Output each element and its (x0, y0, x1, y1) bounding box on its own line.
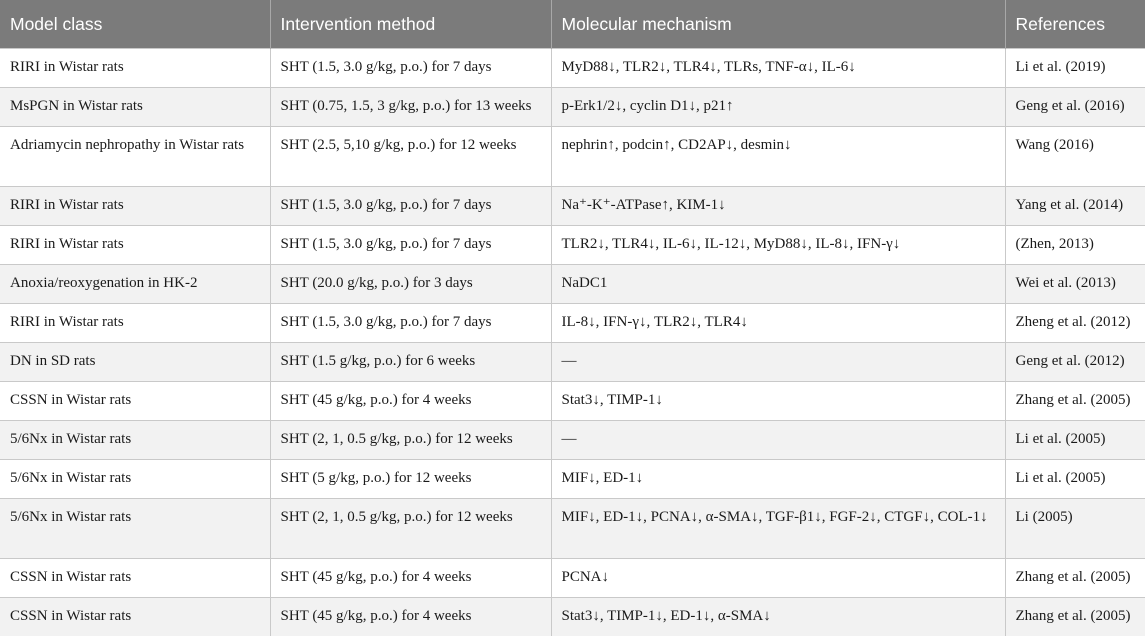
model-cell: CSSN in Wistar rats (0, 598, 270, 636)
table-row (0, 88, 1145, 127)
intervention-cell: SHT (2.5, 5,10 g/kg, p.o.) for 12 weeks (270, 127, 551, 187)
mechanism-cell: — (551, 421, 1005, 460)
table-row (0, 49, 1145, 88)
table-row (0, 226, 1145, 265)
table-row (0, 421, 1145, 460)
intervention-cell: SHT (45 g/kg, p.o.) for 4 weeks (270, 559, 551, 598)
reference-cell: Zhang et al. (2005) (1005, 598, 1145, 636)
intervention-cell: SHT (1.5, 3.0 g/kg, p.o.) for 7 days (270, 49, 551, 88)
model-cell: DN in SD rats (0, 343, 270, 382)
mechanism-cell: NaDC1 (551, 265, 1005, 304)
model-cell: Anoxia/reoxygenation in HK-2 (0, 265, 270, 304)
mechanism-cell: p-Erk1/2↓, cyclin D1↓, p21↑ (551, 88, 1005, 127)
intervention-cell: SHT (1.5 g/kg, p.o.) for 6 weeks (270, 343, 551, 382)
reference-cell: Li et al. (2019) (1005, 49, 1145, 88)
reference-cell: Yang et al. (2014) (1005, 187, 1145, 226)
table-row (0, 598, 1145, 636)
model-cell: CSSN in Wistar rats (0, 559, 270, 598)
intervention-cell: SHT (2, 1, 0.5 g/kg, p.o.) for 12 weeks (270, 421, 551, 460)
mechanism-cell: TLR2↓, TLR4↓, IL-6↓, IL-12↓, MyD88↓, IL-8↓, IFN-γ↓ (551, 226, 1005, 265)
mechanism-cell: Na⁺-K⁺-ATPase↑, KIM-1↓ (551, 187, 1005, 226)
table-row (0, 304, 1145, 343)
reference-cell: Li et al. (2005) (1005, 460, 1145, 499)
model-cell: MsPGN in Wistar rats (0, 88, 270, 127)
table-row (0, 127, 1145, 187)
reference-cell: Zhang et al. (2005) (1005, 382, 1145, 421)
model-cell: 5/6Nx in Wistar rats (0, 499, 270, 559)
table-row (0, 382, 1145, 421)
model-cell: Adriamycin nephropathy in Wistar rats (0, 127, 270, 187)
reference-cell: (Zhen, 2013) (1005, 226, 1145, 265)
header-row (0, 0, 1145, 49)
table-row (0, 460, 1145, 499)
mechanism-cell: Stat3↓, TIMP-1↓, ED-1↓, α-SMA↓ (551, 598, 1005, 636)
model-cell: CSSN in Wistar rats (0, 382, 270, 421)
reference-cell: Wei et al. (2013) (1005, 265, 1145, 304)
reference-cell: Li et al. (2005) (1005, 421, 1145, 460)
intervention-cell: SHT (5 g/kg, p.o.) for 12 weeks (270, 460, 551, 499)
intervention-cell: SHT (45 g/kg, p.o.) for 4 weeks (270, 598, 551, 636)
intervention-cell: SHT (45 g/kg, p.o.) for 4 weeks (270, 382, 551, 421)
intervention-cell: SHT (1.5, 3.0 g/kg, p.o.) for 7 days (270, 187, 551, 226)
intervention-cell: SHT (0.75, 1.5, 3 g/kg, p.o.) for 13 weeks (270, 88, 551, 127)
intervention-cell: SHT (2, 1, 0.5 g/kg, p.o.) for 12 weeks (270, 499, 551, 559)
reference-cell: Geng et al. (2012) (1005, 343, 1145, 382)
intervention-cell: SHT (20.0 g/kg, p.o.) for 3 days (270, 265, 551, 304)
model-cell: RIRI in Wistar rats (0, 226, 270, 265)
header-molecular-mechanism: Molecular mechanism (551, 0, 1005, 49)
intervention-cell: SHT (1.5, 3.0 g/kg, p.o.) for 7 days (270, 304, 551, 343)
reference-cell: Zhang et al. (2005) (1005, 559, 1145, 598)
reference-cell: Li (2005) (1005, 499, 1145, 559)
table-row (0, 343, 1145, 382)
header-intervention-method: Intervention method (270, 0, 551, 49)
mechanism-cell: MIF↓, ED-1↓ (551, 460, 1005, 499)
mechanism-cell: MyD88↓, TLR2↓, TLR4↓, TLRs, TNF-α↓, IL-6↓ (551, 49, 1005, 88)
mechanism-cell: — (551, 343, 1005, 382)
intervention-cell: SHT (1.5, 3.0 g/kg, p.o.) for 7 days (270, 226, 551, 265)
model-cell: RIRI in Wistar rats (0, 187, 270, 226)
reference-cell: Geng et al. (2016) (1005, 88, 1145, 127)
mechanism-cell: nephrin↑, podcin↑, CD2AP↓, desmin↓ (551, 127, 1005, 187)
model-cell: 5/6Nx in Wistar rats (0, 421, 270, 460)
table-row (0, 265, 1145, 304)
mechanism-cell: IL-8↓, IFN-γ↓, TLR2↓, TLR4↓ (551, 304, 1005, 343)
header-model-class: Model class (0, 0, 270, 49)
model-cell: RIRI in Wistar rats (0, 49, 270, 88)
reference-cell: Zheng et al. (2012) (1005, 304, 1145, 343)
mechanism-cell: Stat3↓, TIMP-1↓ (551, 382, 1005, 421)
table-row (0, 187, 1145, 226)
header-references: References (1005, 0, 1145, 49)
mechanism-cell: MIF↓, ED-1↓, PCNA↓, α-SMA↓, TGF-β1↓, FGF-2↓, CTGF↓, COL-1↓ (551, 499, 1005, 559)
model-cell: 5/6Nx in Wistar rats (0, 460, 270, 499)
model-cell: RIRI in Wistar rats (0, 304, 270, 343)
reference-cell: Wang (2016) (1005, 127, 1145, 187)
mechanism-cell: PCNA↓ (551, 559, 1005, 598)
table-row (0, 499, 1145, 559)
table-row (0, 559, 1145, 598)
